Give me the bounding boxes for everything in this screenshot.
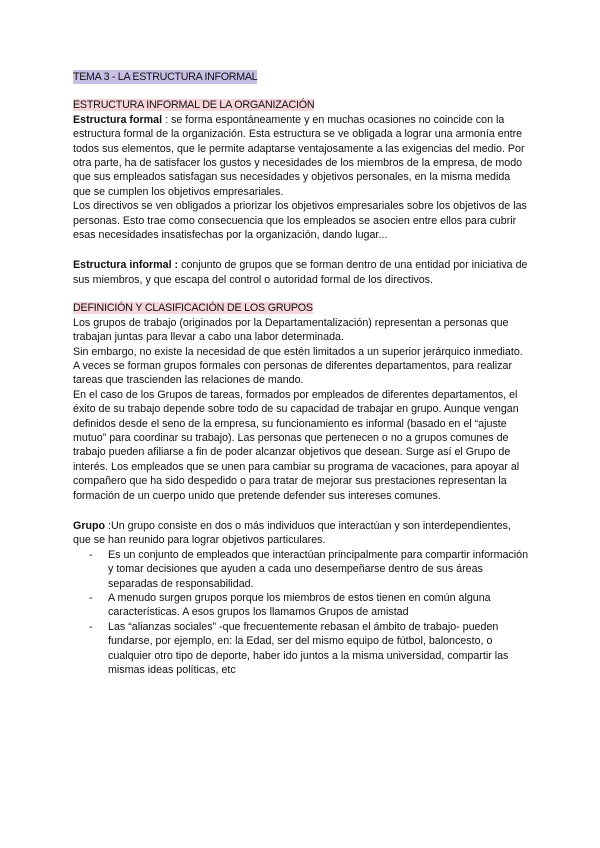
paragraph-sin-embargo: Sin embargo, no existe la necesidad de que estén limitados a un superior jerárquico inmediato. A veces se forman grupos formales con personas de diferentes departamentos, para realizar tareas que trascienden las relaciones de mando.	[73, 345, 523, 387]
term-estructura-formal: Estructura formal	[73, 113, 163, 126]
paragraph-grupos-tareas: En el caso de los Grupos de tareas, formados por empleados de diferentes departamentos, el éxito de su trabajo depende sobre todo de su capacidad de trabajar en grupo. Aunque vengan definidos desde el seno de la empresa, su funcionamiento es informal (basado en el “ajuste mutuo” para coordinar su trabajo). Las personas que pertenecen o no a grupos comunes de trabajo pueden afiliarse a fin de poder alcanzar objetivos que desean. Surge así el Grupo de interés. Los empleados que se unen para cambiar su programa de vacaciones, para apoyar al compañero que ha sido despedido o para tratar de mejorar sus prestaciones representan la formación de un cuerpo unido que pretende defender sus intereses comunes.	[73, 388, 520, 502]
term-grupo: Grupo	[73, 519, 106, 532]
document-body	[73, 70, 531, 677]
bullet-dash: -	[89, 548, 93, 561]
paragraph-grupo-definicion	[73, 519, 531, 548]
paragraph-text: :Un grupo consiste en dos o más individuos que interactúan y son interdependientes, que se han reunido para lograr objetivos particulares.	[73, 519, 511, 547]
paragraph-text: : se forma espontáneamente y en muchas ocasiones no coincide con la estructura formal de la organización. Esta estructura se ve obligada a lograr una armonía entre todos sus elementos, que le permite adaptarse ventajosamente a las exigencias del medio. Por otra parte, ha de satisfacer los gustos y necesidades de los miembros de la empresa, de modo que sus empleados satisfagan sus necesidades y objetivos personales, en la misma medida que se cumplen los objetivos empresariales.	[73, 113, 525, 198]
paragraph-estructura-informal	[73, 258, 531, 287]
list-item-text: A menudo surgen grupos porque los miembros de estos tienen en común alguna características. A esos grupos los llamamos Grupos de amistad	[108, 592, 491, 619]
section-heading-line	[73, 98, 531, 112]
paragraph-directivos: Los directivos se ven obligados a priorizar los objetivos empresariales sobre los objetivos de las personas. Esto trae como consecuencia que los empleados se asocien entre ellos para cubrir esas necesidades insatisfechas por la organización, dando lugar...	[73, 200, 527, 242]
bullet-dash: -	[89, 620, 93, 633]
list-item	[73, 591, 531, 620]
bullet-dash: -	[89, 592, 93, 604]
list-item-text: Las “alianzas sociales” -que frecuentemente rebasan el ámbito de trabajo- pueden fundarse, por ejemplo, en: la Edad, ser del mismo equipo de fútbol, baloncesto, o cualquier otro tipo de deporte, haber ido juntos a la misma universidad, compartir las mismas ideas políticas, etc	[108, 620, 509, 677]
paragraph-text: conjunto de grupos que se forman dentro de una entidad por iniciativa de sus miembros, y que escapa del control o autoridad formal de los directivos.	[73, 259, 528, 286]
term-estructura-informal: Estructura informal :	[73, 259, 179, 272]
list-item	[73, 620, 531, 678]
paragraph-grupos-trabajo: Los grupos de trabajo (originados por la Departamentalización) representan a personas que trabajan juntas para llevar a cabo una labor determinada.	[73, 316, 509, 344]
list-item	[73, 548, 531, 591]
section-heading-line	[73, 301, 531, 315]
section-heading-estructura-informal: ESTRUCTURA INFORMAL DE LA ORGANIZACIÓN	[73, 99, 315, 112]
bullet-list	[73, 548, 531, 678]
section-heading-definicion-grupos: DEFINICIÓN Y CLASIFICACIÓN DE LOS GRUPOS	[73, 302, 313, 315]
document-title-line	[73, 70, 531, 84]
document-title: TEMA 3 - LA ESTRUCTURA INFORMAL	[73, 71, 258, 83]
paragraph-estructura-formal	[73, 113, 531, 199]
list-item-text: Es un conjunto de empleados que interactúan principalmente para compartir información y tomar decisiones que ayuden a cada uno desempeñarse dentro de sus áreas separadas de responsabilidad.	[108, 548, 529, 590]
